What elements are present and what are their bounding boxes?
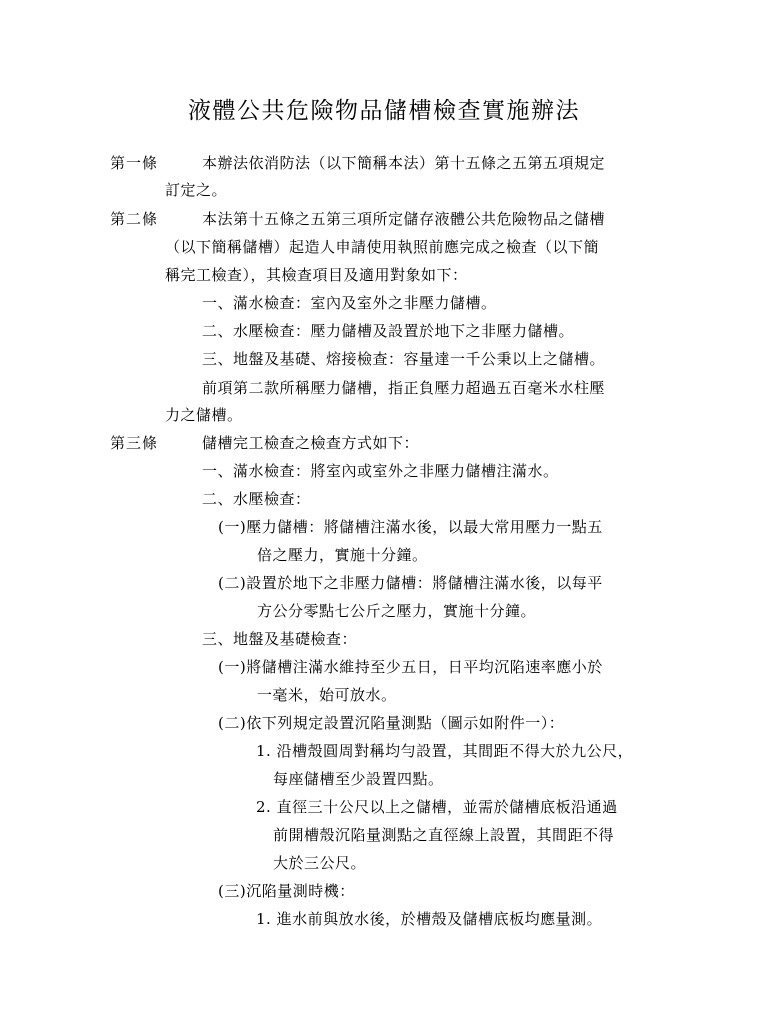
article-1-line-1: 本辦法依消防法（以下簡稱本法）第十五條之五第五項規定 xyxy=(202,154,606,172)
article-2-line-2: （以下簡稱儲槽）起造人申請使用執照前應完成之檢查（以下簡 xyxy=(165,238,600,256)
page-title: 液體公共危險物品儲槽檢查實施辦法 xyxy=(188,98,580,124)
article-3-point-2-cont-1: 前開槽殼沉陷量測點之直徑線上設置，其間距不得 xyxy=(273,826,615,844)
article-2-line-8: 力之儲槽。 xyxy=(165,406,243,424)
article-3-point-1-cont: 每座儲槽至少設置四點。 xyxy=(273,770,444,788)
article-3-subitem-3-3: (三)沉陷量測時機： xyxy=(218,882,355,900)
article-3-subitem-2-1: (一)壓力儲槽：將儲槽注滿水後，以最大常用壓力一點五 xyxy=(218,518,603,536)
article-3-point-3-1: 1. 進水前與放水後，於槽殼及儲槽底板均應量測。 xyxy=(256,910,603,928)
article-3-point-2-cont-2: 大於三公尺。 xyxy=(273,854,367,872)
article-2-item-2: 二、水壓檢查：壓力儲槽及設置於地下之非壓力儲槽。 xyxy=(202,322,575,340)
article-2-item-3: 三、地盤及基礎、熔接檢查：容量達一千公秉以上之儲槽。 xyxy=(202,350,606,368)
article-1-label: 第一條 xyxy=(110,154,159,172)
article-2-line-1: 本法第十五條之五第三項所定儲存液體公共危險物品之儲槽 xyxy=(202,210,606,228)
article-3-item-1: 一、滿水檢查：將室內或室外之非壓力儲槽注滿水。 xyxy=(202,462,559,480)
article-1-line-2: 訂定之。 xyxy=(165,181,228,199)
article-3-subitem-2-2: (二)設置於地下之非壓力儲槽：將儲槽注滿水後，以每平 xyxy=(218,574,603,592)
article-3-line-1: 儲槽完工檢查之檢查方式如下： xyxy=(202,434,420,452)
article-3-point-2: 2. 直徑三十公尺以上之儲槽，並需於儲槽底板沿通過 xyxy=(256,798,618,816)
article-2-item-1: 一、滿水檢查：室內及室外之非壓力儲槽。 xyxy=(202,294,497,312)
article-3-point-1: 1. 沿槽殼圓周對稱均勻設置，其間距不得大於九公尺， xyxy=(256,742,634,760)
article-3-item-2: 二、水壓檢查： xyxy=(202,490,311,508)
article-3-subitem-2-2-cont: 方公分零點七公斤之壓力，實施十分鐘。 xyxy=(257,602,537,620)
article-3-subitem-3-2: (二)依下列規定設置沉陷量測點（圖示如附件一）： xyxy=(218,714,565,732)
article-3-label: 第三條 xyxy=(110,434,159,452)
article-2-label: 第二條 xyxy=(110,210,159,228)
article-2-line-3: 稱完工檢查），其檢查項目及適用對象如下： xyxy=(165,266,468,284)
article-3-subitem-2-1-cont: 倍之壓力，實施十分鐘。 xyxy=(257,546,428,564)
article-3-subitem-3-1-cont: 一毫米，始可放水。 xyxy=(257,686,397,704)
article-3-subitem-3-1: (一)將儲槽注滿水維持至少五日，日平均沉陷速率應小於 xyxy=(218,658,603,676)
article-3-item-3: 三、地盤及基礎檢查： xyxy=(202,630,358,648)
article-2-line-7: 前項第二款所稱壓力儲槽，指正負壓力超過五百毫米水柱壓 xyxy=(202,379,606,397)
